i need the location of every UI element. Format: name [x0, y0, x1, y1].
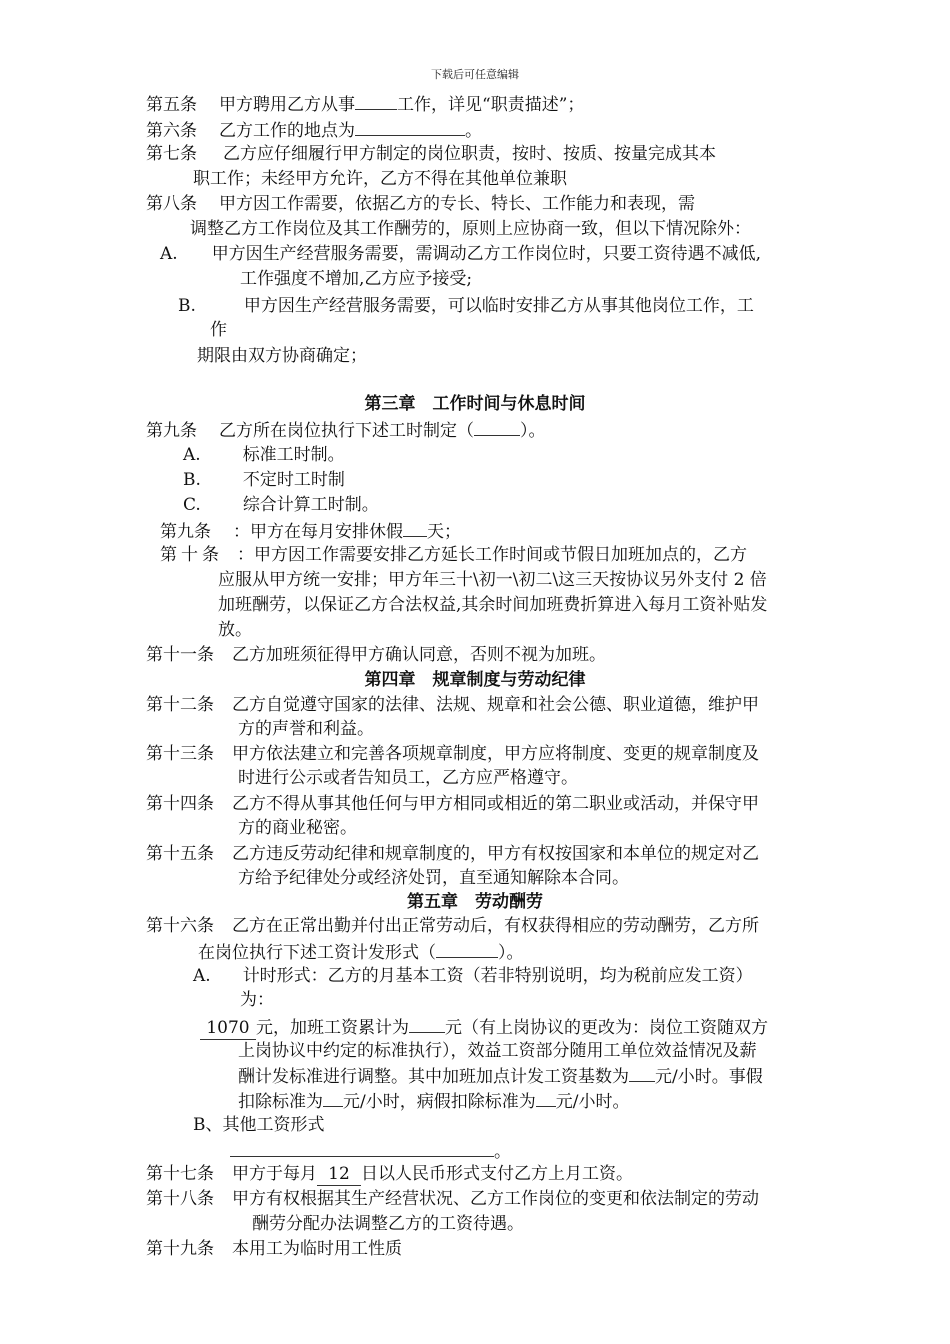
hours-option — [183, 469, 345, 491]
article-14 — [146, 793, 759, 815]
article-number: 第七条 — [146, 144, 197, 164]
article-18-cont: 酬劳分配办法调整乙方的工资待遇。 — [252, 1214, 524, 1234]
article-number: 第十六条 — [146, 916, 214, 936]
article-6 — [146, 118, 482, 142]
article-number: 第十三条 — [146, 744, 214, 764]
article-text: ）。 — [520, 421, 546, 441]
article-text: 乙方加班须征得甲方确认同意，否则不视为加班。 — [232, 645, 606, 665]
article-text: 。 — [465, 121, 482, 141]
blank-field — [409, 1015, 445, 1033]
article-text: 甲方聘用乙方从事 — [219, 95, 355, 115]
item-text: 甲方因生产经营服务需要，需调动乙方工作岗位时，只要工资待遇不减低, — [211, 244, 762, 264]
article-16-cont — [198, 940, 524, 964]
article-11 — [146, 644, 606, 666]
blank-field — [403, 519, 427, 537]
blank-field — [436, 940, 498, 958]
article-13-cont: 时进行公示或者告知员工，乙方应严格遵守。 — [238, 768, 578, 788]
article-19 — [146, 1238, 402, 1260]
item-text: 扣除标准为 — [238, 1092, 323, 1112]
article-16-item-b: B、其他工资形式 — [193, 1115, 325, 1135]
article-text: 工作，详见“职责描述”； — [397, 95, 585, 115]
article-13 — [146, 743, 759, 765]
article-10-cont: 应服从甲方统一安排；甲方年三十\初一\初二\这三天按协议另外支付 2 倍 — [218, 570, 767, 590]
item-text: 元（有上岗协议的更改为：岗位工资随双方 — [445, 1018, 768, 1038]
article-text: 日以人民币形式支付乙方上月工资。 — [361, 1164, 633, 1184]
article-text: 甲方有权根据其生产经营状况、乙方工作岗位的变更和依法制定的劳动 — [232, 1189, 759, 1209]
chapter-3-heading: 第三章 工作时间与休息时间 — [364, 394, 586, 414]
article-16-item-a-cont — [200, 1015, 768, 1040]
item-text: 酬计发标准进行调整。其中加班加点计发工资基数为 — [238, 1067, 629, 1087]
blank-field — [355, 118, 465, 136]
item-text: 计时形式：乙方的月基本工资（若非特别说明，均为税前应发工资） — [242, 966, 753, 986]
blank-field — [536, 1089, 556, 1107]
blank-field — [355, 92, 397, 110]
article-8-item-a — [160, 243, 761, 265]
article-16-item-b-cont — [230, 1139, 511, 1163]
base-salary-amount: 1070 — [200, 1017, 256, 1040]
article-8-item-b — [178, 295, 754, 317]
article-text: 甲方因工作需要，依据乙方的专长、特长、工作能力和表现，需 — [219, 194, 695, 214]
blank-field — [474, 418, 520, 436]
article-text: 乙方应仔细履行甲方制定的岗位职责，按时、按质、按量完成其本 — [223, 144, 716, 164]
item-text: 元/小时。 — [555, 1092, 630, 1112]
article-8-item-b-cont: 期限由双方协商确定； — [197, 346, 367, 366]
item-marker: C. — [183, 495, 201, 515]
article-text: 乙方不得从事其他任何与甲方相同或相近的第二职业或活动，并保守甲 — [232, 794, 759, 814]
chapter-5-heading: 第五章 劳动酬劳 — [407, 892, 543, 912]
article-number: 第十九条 — [146, 1239, 214, 1259]
article-8-item-a-cont: 工作强度不增加,乙方应予接受; — [240, 269, 473, 289]
article-text: 本用工为临时用工性质 — [232, 1239, 402, 1259]
pay-day: 12 — [317, 1163, 361, 1186]
article-number: 第十五条 — [146, 844, 214, 864]
article-16 — [146, 915, 759, 937]
article-17 — [146, 1163, 633, 1186]
article-text: 乙方所在岗位执行下述工时制定（ — [219, 421, 474, 441]
article-text: ：甲方在每月安排休假 — [233, 522, 403, 542]
article-text: 乙方自觉遵守国家的法律、法规、规章和社会公德、职业道德，维护甲 — [232, 695, 759, 715]
article-18 — [146, 1188, 759, 1210]
header-note: 下载后可任意编辑 — [431, 68, 519, 81]
article-number: 第八条 — [146, 194, 197, 214]
item-text: 甲方因生产经营服务需要，可以临时安排乙方从事其他岗位工作，工 — [243, 296, 754, 316]
article-16-item-a — [193, 965, 753, 987]
article-text: 天； — [427, 522, 461, 542]
article-14-cont: 方的商业秘密。 — [238, 818, 357, 838]
article-text: 甲方于每月 — [232, 1164, 317, 1184]
article-number: 第十二条 — [146, 695, 214, 715]
article-12-cont: 方的声誉和利益。 — [238, 719, 374, 739]
article-16-item-a-cont: 为： — [240, 990, 274, 1010]
item-marker: A. — [183, 445, 201, 465]
article-8-item-b-cont: 作 — [210, 320, 227, 340]
article-number: 第十七条 — [146, 1164, 214, 1184]
item-marker: B. — [178, 296, 196, 316]
article-16-item-a-cont — [238, 1064, 763, 1088]
article-number: 第五条 — [146, 95, 197, 115]
article-text: ）。 — [498, 943, 524, 963]
blank-field — [230, 1139, 494, 1157]
item-text: 不定时工时制 — [242, 470, 345, 490]
blank-field — [629, 1064, 655, 1082]
article-10-cont: 放。 — [218, 620, 252, 640]
article-text: ：甲方因工作需要安排乙方延长工作时间或节假日加班加点的，乙方 — [237, 545, 747, 565]
article-number: 第十一条 — [146, 645, 214, 665]
article-7-cont: 职工作；未经甲方允许，乙方不得在其他单位兼职 — [193, 169, 567, 189]
article-7 — [146, 143, 716, 165]
article-number: 第六条 — [146, 121, 197, 141]
article-number: 第十条 — [160, 545, 223, 565]
item-marker: B. — [183, 470, 201, 490]
item-text: 综合计算工时制。 — [242, 495, 379, 515]
article-number: 第九条 — [160, 522, 211, 542]
article-9 — [146, 418, 546, 442]
article-5 — [146, 92, 584, 116]
article-number: 第十四条 — [146, 794, 214, 814]
item-text: 元/小时，病假扣除标准为 — [343, 1092, 536, 1112]
item-marker: A. — [193, 966, 211, 986]
hours-option — [183, 494, 379, 516]
article-16-item-a-cont — [238, 1089, 629, 1113]
article-text: 乙方工作的地点为 — [219, 121, 355, 141]
article-10 — [160, 544, 747, 566]
article-15 — [146, 843, 759, 865]
article-number: 第十八条 — [146, 1189, 214, 1209]
item-text: 元/小时。事假 — [655, 1067, 763, 1087]
item-text: 元，加班工资累计为 — [256, 1018, 409, 1038]
blank-field — [323, 1089, 343, 1107]
hours-option — [183, 444, 345, 466]
article-16-item-a-cont: 上岗协议中约定的标准执行），效益工资部分随用工单位效益情况及薪 — [238, 1041, 757, 1061]
article-text: 乙方违反劳动纪律和规章制度的，甲方有权按国家和本单位的规定对乙 — [232, 844, 759, 864]
article-text: 在岗位执行下述工资计发形式（ — [198, 943, 436, 963]
chapter-4-heading: 第四章 规章制度与劳动纪律 — [364, 670, 586, 690]
item-text: 标准工时制。 — [242, 445, 345, 465]
article-10-cont: 加班酬劳，以保证乙方合法权益,其余时间加班费折算进入每月工资补贴发 — [218, 595, 768, 615]
article-8 — [146, 193, 695, 215]
article-12 — [146, 694, 759, 716]
article-text: 甲方依法建立和完善各项规章制度，甲方应将制度、变更的规章制度及 — [232, 744, 759, 764]
article-9-leave — [160, 519, 461, 543]
article-text: 乙方在正常出勤并付出正常劳动后，有权获得相应的劳动酬劳，乙方所 — [232, 916, 759, 936]
item-marker: A. — [160, 244, 178, 264]
item-text: 。 — [494, 1142, 511, 1162]
article-15-cont: 方给予纪律处分或经济处罚，直至通知解除本合同。 — [238, 868, 629, 888]
article-8-cont: 调整乙方工作岗位及其工作酬劳的，原则上应协商一致，但以下情况除外： — [190, 219, 751, 239]
article-number: 第九条 — [146, 421, 197, 441]
